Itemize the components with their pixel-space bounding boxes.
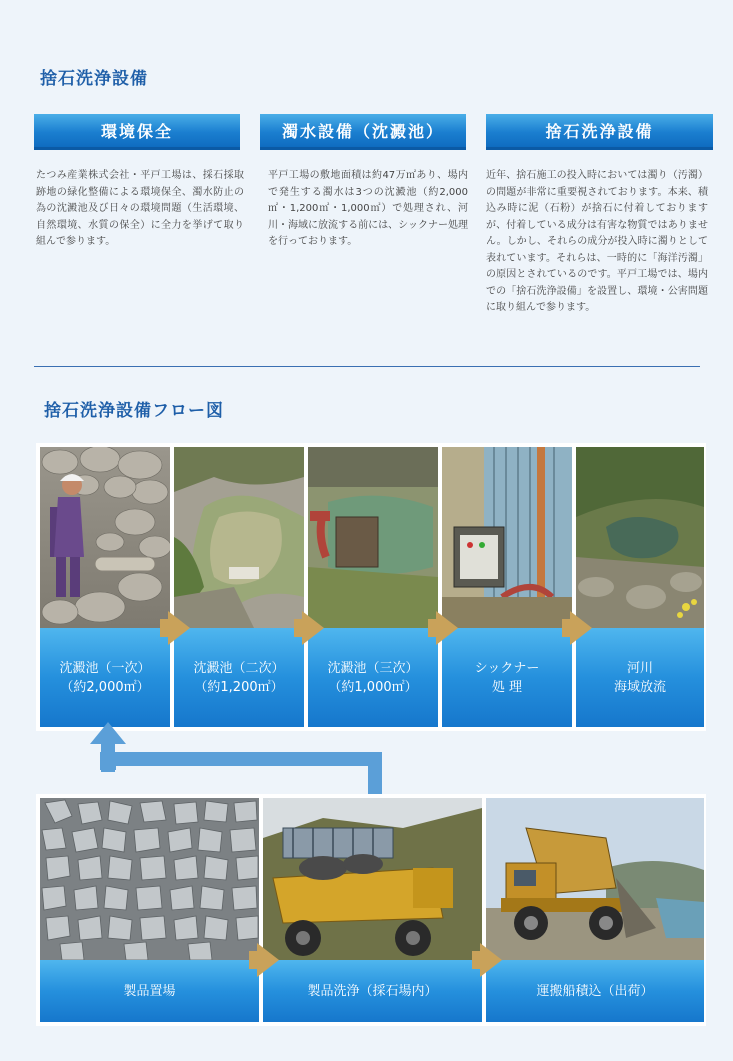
section-heading-stone-washing: 捨石洗浄設備	[486, 114, 713, 150]
section-text-environment: たつみ産業株式会社・平戸工場は、採石採取跡地の緑化整備による環境保全、濁水防止の為の沈澱池及び日々の環境問題（生活環境、自然環境、水質の保全）に全力を挙げて取り組んで参ります。	[36, 170, 244, 247]
flow-label-settling-pond-1: 沈澱池（一次） （約2,000㎡）	[40, 628, 170, 727]
photo-product-yard	[40, 798, 259, 960]
flow-label-ship-loading: 運搬船積込（出荷）	[486, 960, 704, 1022]
photo-settling-pond-1	[40, 447, 170, 628]
flow-label-thickener: シックナー 処 理	[442, 628, 572, 727]
flow-title: 捨石洗浄設備フロー図	[44, 401, 224, 421]
photo-settling-pond-2	[174, 447, 304, 628]
photo-ship-loading	[486, 798, 704, 960]
divider	[34, 366, 700, 367]
flow-label-product-washing: 製品洗浄（採石場内）	[263, 960, 482, 1022]
photo-settling-pond-3	[308, 447, 438, 628]
photo-thickener	[442, 447, 572, 628]
section-text-stone-washing: 近年、捨石施工の投入時においては濁り（汚濁）の問題が非常に重要視されております。本来、積込み時に泥（石粉）が捨石に付着しておりますが、付着している成分は有害な物質ではありません。しかし、それらの成分が投入時に濁りとして表れています。それらは、一時的に「海洋汚濁」の原因とされているのです。平戸工場では、場内での「捨石洗浄設備」を設置し、環境・公害問題に取り組んで参ります。	[486, 170, 708, 313]
flow-label-product-yard: 製品置場	[40, 960, 259, 1022]
flow-label-settling-pond-2: 沈澱池（二次） （約1,200㎡）	[174, 628, 304, 727]
section-heading-environment: 環境保全	[34, 114, 240, 150]
section-text-turbid-water: 平戸工場の敷地面積は約47万㎡あり、場内で発生する濁水は3つの沈澱池（約2,000㎡・1,200㎡・1,000㎡）で処理され、河川・海域に放流する前には、シックナー処理を行っております。	[268, 170, 468, 247]
photo-product-washing	[263, 798, 482, 960]
flow-label-settling-pond-3: 沈澱池（三次） （約1,000㎡）	[308, 628, 438, 727]
page-title: 捨石洗浄設備	[40, 69, 148, 89]
flow-label-river-discharge: 河川 海域放流	[576, 628, 704, 727]
return-arrow-icon	[88, 722, 388, 802]
photo-river-discharge	[576, 447, 704, 628]
section-heading-turbid-water: 濁水設備（沈澱池）	[260, 114, 466, 150]
